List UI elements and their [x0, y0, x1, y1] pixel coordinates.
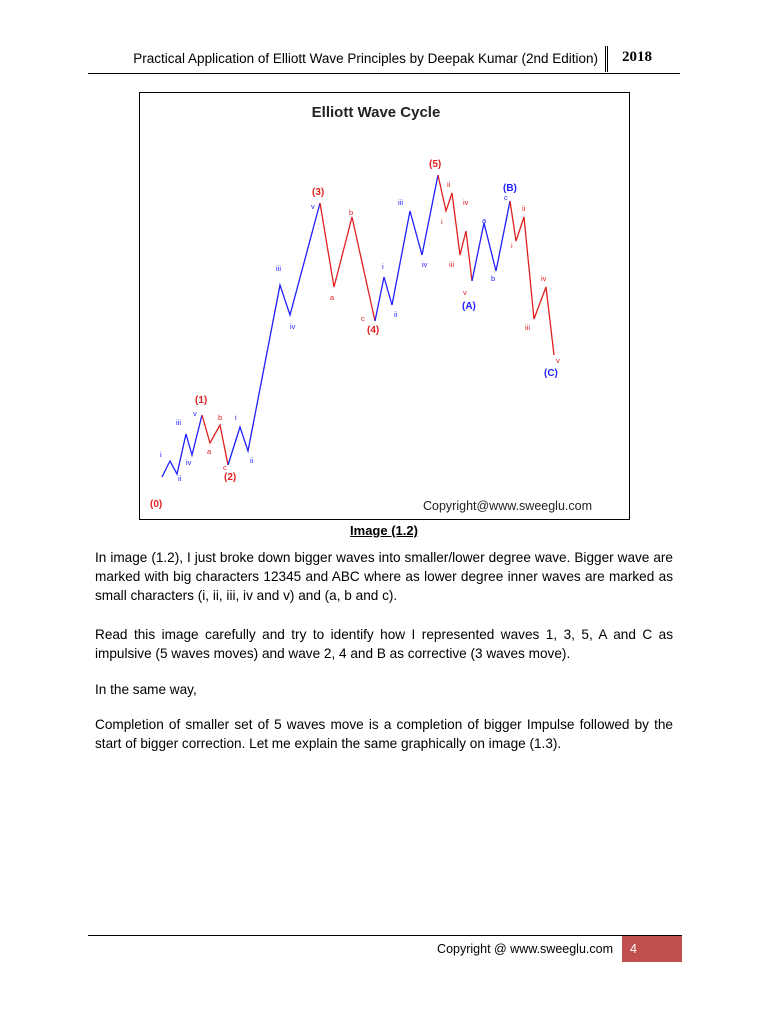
label-wave-5: (5): [429, 159, 442, 170]
label-sub-i: i: [235, 413, 237, 422]
label-sub-b: b: [218, 413, 223, 422]
wave-a-corrective-tail: [472, 201, 510, 281]
label-sub-ii: ii: [250, 456, 254, 465]
label-wave-2: (2): [224, 472, 237, 483]
label-sub-v: v: [556, 356, 560, 365]
paragraph-4: Completion of smaller set of 5 waves move is a completion of bigger Impulse followed by the start of bigger correction. Let me explain the same graphically on image (1.3).: [95, 717, 673, 751]
label-sub-iv: iv: [290, 322, 296, 331]
label-wave-1: (1): [195, 395, 208, 406]
label-wave-a: (A): [462, 301, 476, 312]
label-wave-3: (3): [312, 187, 325, 198]
label-sub-ii: ii: [522, 204, 526, 213]
elliott-wave-chart: [140, 93, 628, 518]
label-wave-b: (B): [503, 183, 517, 194]
label-sub-ii: ii: [178, 474, 182, 483]
label-sub-i: i: [382, 262, 384, 271]
label-sub-a: a: [482, 216, 487, 225]
label-wave-4: (4): [367, 325, 380, 336]
figure-copyright: Copyright@www.sweeglu.com: [423, 499, 593, 513]
label-sub-iii: iii: [398, 198, 403, 207]
label-sub-v: v: [193, 409, 197, 418]
header-divider: [605, 46, 606, 72]
label-sub-iv: iv: [186, 458, 192, 467]
label-sub-iii: iii: [276, 264, 281, 273]
label-sub-iii: iii: [176, 418, 181, 427]
label-sub-b: b: [349, 208, 354, 217]
label-sub-iv: iv: [541, 274, 547, 283]
wave-a-corrective: [438, 175, 472, 281]
wave-4-corrective: [320, 203, 375, 321]
label-sub-i: i: [511, 241, 513, 250]
label-sub-i: i: [441, 217, 443, 226]
page-number: 4: [622, 936, 682, 962]
label-sub-v: v: [463, 288, 467, 297]
label-sub-ii: ii: [447, 180, 451, 189]
page-header: [88, 46, 680, 74]
paragraph-3: In the same way,: [95, 682, 197, 697]
label-sub-iv: iv: [463, 198, 469, 207]
elliott-wave-figure: [139, 92, 630, 520]
header-year: 2018: [622, 49, 652, 65]
header-divider: [607, 46, 608, 72]
paragraph-1: In image (1.2), I just broke down bigger waves into smaller/lower degree wave. Bigger wave are marked with big characters 12345 and ABC where as lower degree inner waves are marked as small characters (i, ii, iii, iv and v) and (a, b and c).: [95, 550, 673, 603]
wave-c-corrective: [510, 201, 554, 355]
figure-caption: Image (1.2): [350, 523, 418, 538]
wave-3-impulse: [228, 203, 320, 465]
wave-5-impulse: [375, 175, 438, 321]
label-sub-v: v: [311, 202, 315, 211]
wave-1-impulse: [162, 415, 202, 477]
header-title: Practical Application of Elliott Wave Principles by Deepak Kumar (2nd Edition): [133, 51, 598, 66]
label-sub-c: c: [223, 463, 227, 472]
label-sub-a: a: [330, 293, 335, 302]
label-sub-a: a: [207, 447, 212, 456]
label-sub-ii: ii: [394, 310, 398, 319]
label-sub-iii: iii: [449, 260, 454, 269]
label-sub-i: i: [160, 450, 162, 459]
label-wave-0: (0): [150, 499, 163, 510]
label-sub-b: b: [491, 274, 496, 283]
label-sub-c: c: [504, 193, 508, 202]
label-wave-c: (C): [544, 368, 558, 379]
label-sub-iv: iv: [422, 260, 428, 269]
footer-divider: [88, 935, 682, 936]
label-sub-c: c: [361, 314, 365, 323]
paragraph-2: Read this image carefully and try to identify how I represented waves 1, 3, 5, A and C as impulsive (5 waves moves) and wave 2, 4 and B as corrective (3 waves move).: [95, 627, 673, 661]
label-sub-iii: iii: [525, 323, 530, 332]
footer-copyright: Copyright @ www.sweeglu.com: [437, 942, 613, 956]
chart-title: Elliott Wave Cycle: [311, 104, 441, 121]
wave-2-corrective: [202, 415, 228, 465]
